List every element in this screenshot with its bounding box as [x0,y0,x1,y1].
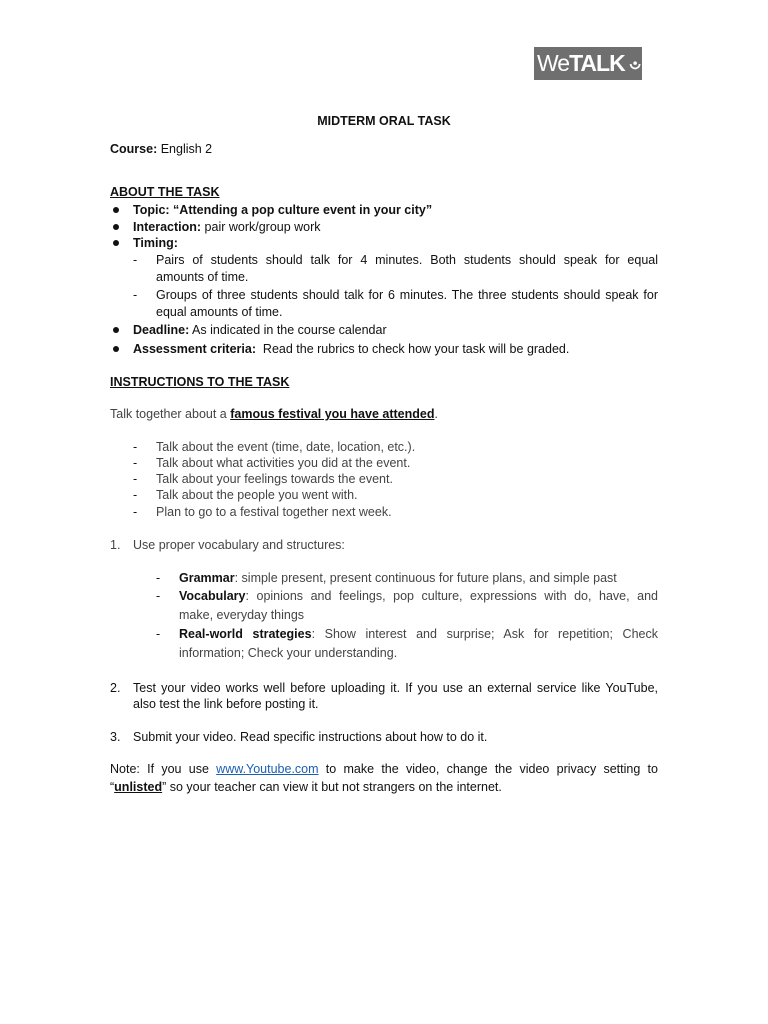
bullet-icon [113,224,119,230]
note-rest: ” so your teacher can view it but not strangers on the internet. [162,780,502,794]
interaction-line [133,220,321,234]
strategies-line2: information; Check your understanding. [179,646,398,660]
timing-item-groups-line1: Groups of three students should talk for 6 minutes. The three students should speak for [156,288,658,302]
intro-suffix: . [434,407,438,421]
assessment-line [133,342,569,356]
dash-marker: - [133,456,138,470]
step3-text: Submit your video. Read specific instructions about how to do it. [133,730,488,744]
bullet-icon [113,346,119,352]
logo-swirl-icon [628,56,642,72]
timing-label: Timing: [133,236,178,250]
intro-prefix: Talk together about a [110,407,231,421]
talk-item: Talk about what activities you did at the event. [156,456,411,470]
vocabulary-line1 [179,589,658,603]
course-label: Course: [110,142,158,156]
step-number: 3. [110,730,121,744]
grammar-label: Grammar [179,571,235,585]
course-line [110,142,212,156]
talk-item: Talk about the people you went with. [156,488,358,502]
instructions-heading: INSTRUCTIONS TO THE TASK [110,375,290,389]
topic-line: Topic: “Attending a pop culture event in your city” [133,203,433,217]
dash-marker: - [156,589,161,603]
grammar-value: : simple present, present continuous for future plans, and simple past [234,571,617,585]
talk-item: Plan to go to a festival together next week. [156,505,392,519]
strategies-value: : Show interest and surprise; Ask for repetition; Check [311,627,658,641]
deadline-value: As indicated in the course calendar [189,323,387,337]
note-line2 [110,780,502,794]
intro-emphasis: famous festival you have attended [230,407,435,421]
bullet-icon [113,207,119,213]
note-unlisted: unlisted [114,780,163,794]
bullet-icon [113,327,119,333]
dash-marker: - [133,488,138,502]
interaction-label: Interaction: [133,220,202,234]
dash-marker: - [133,253,138,267]
timing-item-pairs-line2: amounts of time. [156,270,249,284]
note-suffix: to make the video, change the video privacy setting to [318,762,658,776]
vocabulary-line2: make, everyday things [179,608,305,622]
step-number: 2. [110,681,121,695]
vocabulary-label: Vocabulary [179,589,246,603]
assessment-value: Read the rubrics to check how your task will be graded. [255,342,570,356]
talk-item: Talk about the event (time, date, location, etc.). [156,440,416,454]
dash-marker: - [133,440,138,454]
note-prefix: Note: If you use [110,762,217,776]
about-heading: ABOUT THE TASK [110,185,220,199]
interaction-value: pair work/group work [201,220,321,234]
step1-text: Use proper vocabulary and structures: [133,538,345,552]
grammar-line [179,571,617,585]
vocabulary-value: : opinions and feelings, pop culture, expressions with do, have, and [245,589,658,603]
talk-item: Talk about your feelings towards the event. [156,472,393,486]
instructions-intro [110,407,438,421]
logo-talk-text: TALK [569,50,625,76]
wetalk-logo [534,47,642,80]
dash-marker: - [156,571,161,585]
logo-we-text: We [537,50,570,76]
youtube-link[interactable]: www.Youtube.com [216,762,319,776]
step2-line1: Test your video works well before uploading it. If you use an external service like YouTube, [133,681,658,695]
dash-marker: - [133,472,138,486]
strategies-line1 [179,627,658,641]
deadline-line [133,323,387,337]
timing-item-groups-line2: equal amounts of time. [156,305,283,319]
note-line1 [110,762,658,776]
dash-marker: - [156,627,161,641]
deadline-label: Deadline: [133,323,190,337]
course-value: English 2 [157,142,213,156]
timing-item-pairs-line1: Pairs of students should talk for 4 minutes. Both students should speak for equal [156,253,658,267]
bullet-icon [113,240,119,246]
assessment-label: Assessment criteria: [133,342,256,356]
dash-marker: - [133,505,138,519]
strategies-label: Real-world strategies [179,627,312,641]
dash-marker: - [133,288,138,302]
document-title: MIDTERM ORAL TASK [317,114,451,128]
step-number: 1. [110,538,121,552]
note-open-quote: “ [110,780,115,794]
step2-line2: also test the link before posting it. [133,697,319,711]
